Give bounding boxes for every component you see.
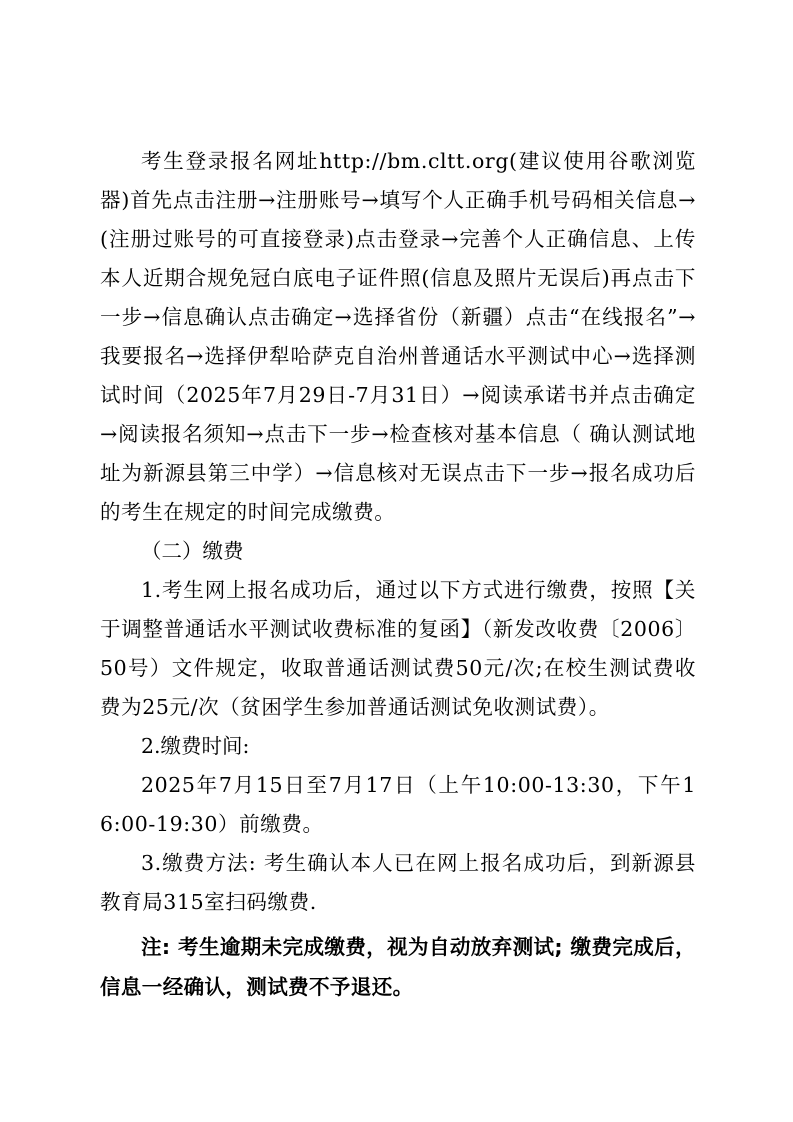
section-heading-payment: （二）缴费 xyxy=(141,539,244,563)
payment-item-3: 3.缴费方法: 考生确认本人已在网上报名成功后，到新源县教育局315室扫码缴费. xyxy=(100,851,696,914)
payment-item-2-title: 2.缴费时间: xyxy=(141,734,250,758)
payment-item-2-body: 2025年7月15日至7月17日（上午10:00-13:30，下午16:00-19:30）前缴费。 xyxy=(100,773,696,836)
important-note: 注: 考生逾期未完成缴费，视为自动放弃测试; 缴费完成后，信息一经确认，测试费不予退还。 xyxy=(100,935,696,999)
document-page xyxy=(100,142,696,1007)
registration-steps-paragraph: 考生登录报名网址http://bm.cltt.org(建议使用谷歌浏览器)首先点击注册→注册账号→填写个人正确手机号码相关信息→(注册过账号的可直接登录)点击登录→完善个人正确信息、上传本人近期合规免冠白底电子证件照(信息及照片无误后)再点击下一步→信息确认点击确定→选择省份（新疆）点击“在线报名”→我要报名→选择伊犁哈萨克自治州普通话水平测试中心→选择测试时间（2025年7月29日-7月31日）→阅读承诺书并点击确定→阅读报名须知→点击下一步→检查核对基本信息（ 确认测试地址为新源县第三中学）→信息核对无误点击下一步→报名成功后的考生在规定的时间完成缴费。 xyxy=(100,149,696,524)
payment-item-1: 1.考生网上报名成功后，通过以下方式进行缴费，按照【关于调整普通话水平测试收费标准的复函】（新发改收费〔2006〕50号）文件规定，收取普通话测试费50元/次;在校生测试费收费为25元/次（贫困学生参加普通话测试免收测试费）。 xyxy=(100,578,696,719)
